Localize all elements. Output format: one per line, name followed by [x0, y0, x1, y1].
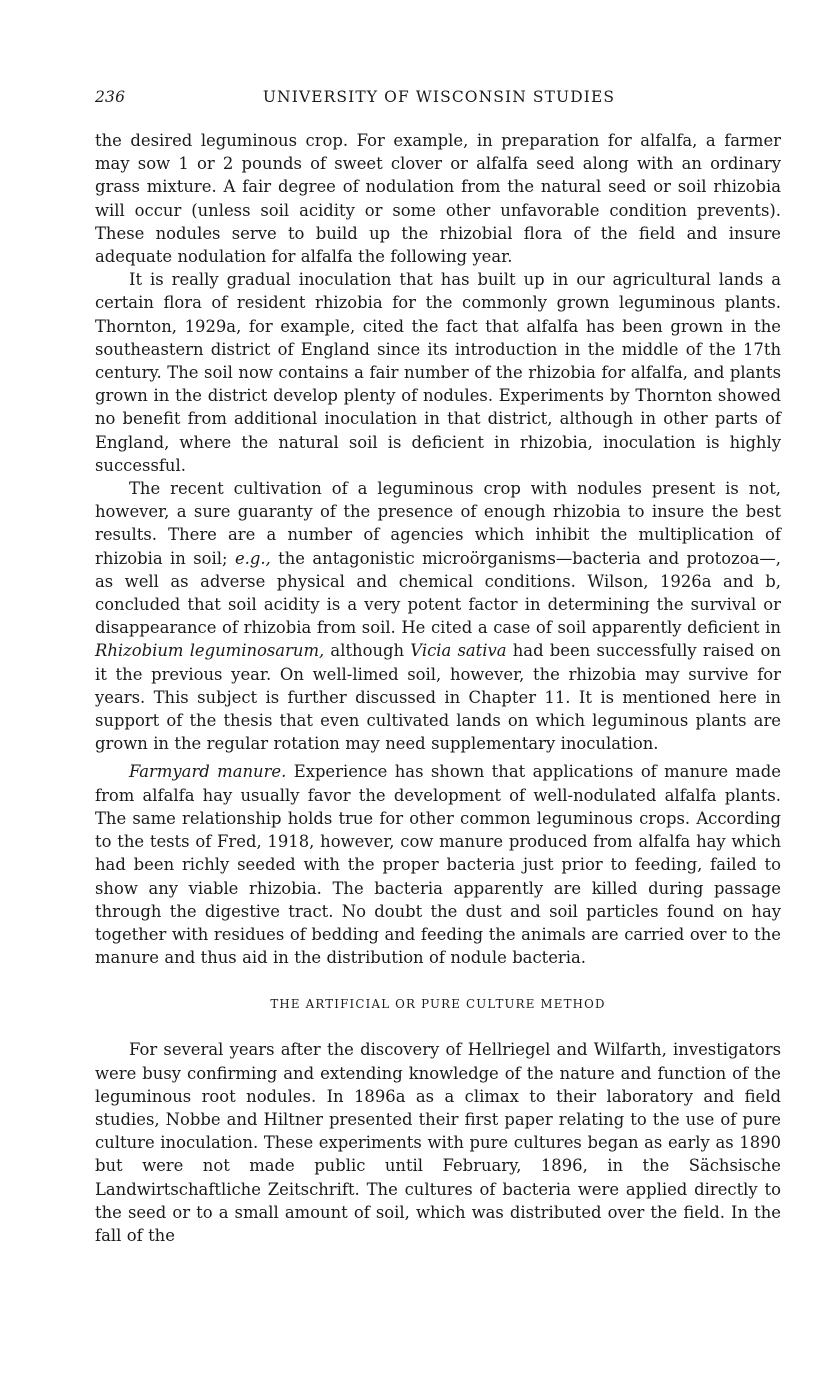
- paragraph-farmyard-manure: [95, 760, 781, 969]
- paragraph-lead-heading: Farmyard manure.: [129, 762, 287, 782]
- italic-species-vicia: Vicia sativa: [410, 641, 507, 661]
- paragraph-text: the antagonistic microörganisms—bacteria and protozoa—, as well as adverse physical and chemical conditions. Wilson, 1926a and b, concluded that soil acidity is a very potent factor in determining the survival or disappearance of rhizobia from soil. He cited a case of soil apparently deficient in: [95, 548, 781, 638]
- running-title: UNIVERSITY OF WISCONSIN STUDIES: [262, 88, 616, 106]
- body-text: [95, 129, 781, 1247]
- italic-eg: e.g.,: [234, 548, 271, 568]
- paragraph-text: Experience has shown that applications of manure made from alfalfa hay usually favor the development of well-nodulated alfalfa plants. The same relationship holds true for other common leguminous crops. According to the tests of Fred, 1918, however, cow manure produced from alfalfa hay which had been richly seeded with the proper bacteria just prior to feeding, failed to show any viable rhizobia. The bacteria apparently are killed during passage through the digestive tract. No doubt the dust and soil particles found on hay together with residues of bedding and feeding the animals are carried over to the manure and thus aid in the distribution of nodule bacteria.: [95, 762, 781, 968]
- paragraph-text: although: [324, 641, 411, 661]
- page-number: 236: [95, 88, 126, 106]
- paragraph-continued: the desired leguminous crop. For example, in preparation for alfalfa, a farmer may sow 1 or 2 pounds of sweet clover or alfalfa seed along with an ordinary grass mixture. A fair degree of nodulation from the natural seed or soil rhizobia will occur (unless soil acidity or some other unfavorable condition prevents). These nodules serve to build up the rhizobial flora of the field and insure adequate nodulation for alfalfa the following year.: [95, 131, 781, 267]
- paragraph-text: The recent cultivation of a leguminous crop with nodules present is not, however, a sure guaranty of the presence of enough rhizobia to insure the best results. There are a number of agencies which inhibit the multiplication of rhizobia in soil;: [95, 479, 781, 568]
- paragraph-text: had been successfully raised on it the previous year. On well-limed soil, however, the rhizobia may survive for years. This subject is further discussed in Chapter 11. It is mentioned here in support of the thesis that even cultivated lands on which leguminous plants are grown in the regular rotation may need supplementary inoculation.: [95, 641, 781, 754]
- paragraph-recent-cultivation: [95, 477, 781, 755]
- paragraph-pure-culture: For several years after the discovery of Hellriegel and Wilfarth, investigators were busy confirming and extending knowledge of the nature and function of the leguminous root nodules. In 1896a as a climax to their laboratory and field studies, Nobbe and Hiltner presented their first paper relating to the use of pure culture inoculation. These experiments with pure cultures began as early as 1890 but were not made public until February, 1896, in the Sächsische Landwirtschaftliche Zeitschrift. The cultures of bacteria were applied directly to the seed or to a small amount of soil, which was distributed over the field. In the fall of the: [95, 1040, 781, 1245]
- section-heading: THE ARTIFICIAL OR PURE CULTURE METHOD: [270, 997, 606, 1012]
- italic-species-rhizobium: Rhizobium leguminosarum,: [95, 641, 325, 661]
- paragraph-gradual-inoculation: It is really gradual inoculation that has built up in our agricultural lands a certain flora of resident rhizobia for the commonly grown leguminous plants. Thornton, 1929a, for example, cited the fact that alfalfa has been grown in the southeastern district of England since its introduction in the middle of the 17th century. The soil now contains a fair number of the rhizobia for alfalfa, and plants grown in the district develop plenty of nodules. Experiments by Thornton showed no benefit from additional inoculation in that district, although in other parts of England, where the natural soil is deficient in rhizobia, inoculation is highly successful.: [95, 270, 781, 475]
- page-header: [95, 88, 783, 112]
